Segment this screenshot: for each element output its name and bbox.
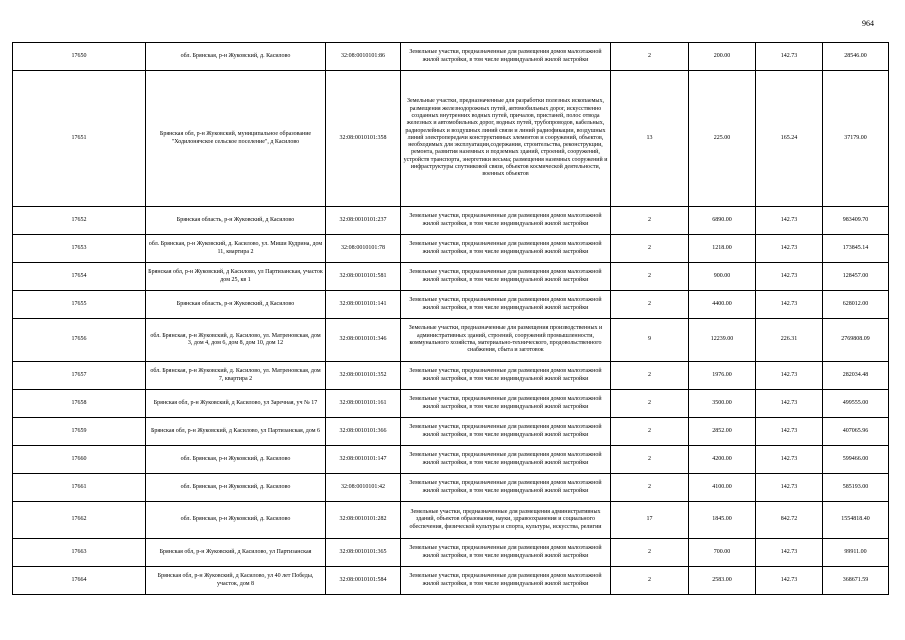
row-specific-value: 142.73 [756,390,823,418]
row-group-code: 2 [611,567,689,595]
row-land-purpose: Земельные участки, предназначенные для размещения производственных и административных зданий, строений, сооружений промышленности, коммунального хозяйства, материально-технического, продовольственного снабжения, сбыта и заготовок [401,319,611,362]
table-row [13,418,889,446]
row-number: 17659 [13,418,146,446]
row-land-purpose: Земельные участки, предназначенные для размещения домов малоэтажной жилой застройки, в том числе индивидуальной жилой застройки [401,235,611,263]
row-address: обл. Брянская, р-н Жуковский, д. Касилово [146,474,326,502]
row-cadastral-value: 173845.14 [823,235,889,263]
row-land-purpose: Земельные участки, предназначенные для размещения домов малоэтажной жилой застройки, в том числе индивидуальной жилой застройки [401,263,611,291]
row-number: 17658 [13,390,146,418]
row-cadastral-number: 32:08:0010101:78 [326,235,401,263]
row-cadastral-number: 32:08:0010101:366 [326,418,401,446]
row-cadastral-number: 32:08:0010101:581 [326,263,401,291]
table-row [13,263,889,291]
row-area: 12239.00 [689,319,756,362]
row-area: 6890.00 [689,207,756,235]
row-group-code: 2 [611,362,689,390]
row-group-code: 9 [611,319,689,362]
row-cadastral-value: 28546.00 [823,43,889,71]
row-address: обл. Брянская, р-н Жуковский, д. Касилово [146,43,326,71]
row-specific-value: 142.73 [756,474,823,502]
row-number: 17651 [13,71,146,207]
row-group-code: 2 [611,539,689,567]
page-number: 964 [862,19,874,28]
row-address: Брянская обл, р-н Жуковский, д Касилово, ул Партизанская, участок дом 25, кв 1 [146,263,326,291]
table-row [13,474,889,502]
row-area: 1218.00 [689,235,756,263]
row-cadastral-number: 32:08:0010101:352 [326,362,401,390]
row-number: 17662 [13,502,146,539]
row-specific-value: 165.24 [756,71,823,207]
row-land-purpose: Земельные участки, предназначенные для разработки полезных ископаемых, размещения железнодорожных путей, автомобильных дорог, искусственно созданных внутренних водных путей, причалов, пристаней, полос отвода железных и автомобильных дорог, водных путей, трубопроводов, кабельных, радиорелейных и воздушных линий связи и линий радиофикации, воздушных линий электропередачи конструктивных элементов и сооружений, объектов, необходимых для эксплуатации,содержания, строительства, реконструкции, ремонта, развития наземных и подземных зданий, строений, сооружений, устройств транспорта, энергетики весьма; размещения наземных сооружений и инфраструктуры спутниковой связи, объектов космической деятельности, военных объектов [401,71,611,207]
row-area: 1976.00 [689,362,756,390]
row-land-purpose: Земельные участки, предназначенные для размещения домов малоэтажной жилой застройки, в том числе индивидуальной жилой застройки [401,362,611,390]
row-cadastral-number: 32:08:0010101:358 [326,71,401,207]
row-cadastral-number: 32:08:0010101:237 [326,207,401,235]
row-number: 17663 [13,539,146,567]
row-group-code: 2 [611,446,689,474]
row-address: Брянская обл, р-н Жуковский, д Касилово, ул Партизанская, дом 6 [146,418,326,446]
row-group-code: 13 [611,71,689,207]
row-group-code: 2 [611,235,689,263]
row-land-purpose: Земельные участки, предназначенные для размещения домов малоэтажной жилой застройки, в том числе индивидуальной жилой застройки [401,567,611,595]
row-number: 17652 [13,207,146,235]
row-cadastral-value: 37179.00 [823,71,889,207]
row-cadastral-number: 32:08:0010101:86 [326,43,401,71]
table-row [13,567,889,595]
row-address: Брянская область, р-н Жуковский, д Касилово [146,291,326,319]
row-cadastral-value: 368671.59 [823,567,889,595]
row-cadastral-value: 128457.00 [823,263,889,291]
row-group-code: 2 [611,390,689,418]
row-address: Брянская обл, р-н Жуковский, д Касилово, ул Партизанская [146,539,326,567]
row-address: Брянская обл, р-н Жуковский, муниципальное образование "Ходилонячское сельское поселение", д Касилово [146,71,326,207]
row-cadastral-number: 32:08:0010101:365 [326,539,401,567]
row-specific-value: 142.73 [756,263,823,291]
row-group-code: 2 [611,291,689,319]
row-number: 17656 [13,319,146,362]
row-land-purpose: Земельные участки, предназначенные для размещения домов малоэтажной жилой застройки, в том числе индивидуальной жилой застройки [401,291,611,319]
row-group-code: 2 [611,207,689,235]
table-row [13,390,889,418]
row-cadastral-value: 2769808.09 [823,319,889,362]
row-cadastral-number: 32:08:0010101:282 [326,502,401,539]
row-area: 4200.00 [689,446,756,474]
table-row [13,235,889,263]
table-row [13,319,889,362]
row-group-code: 2 [611,474,689,502]
row-cadastral-value: 599466.00 [823,446,889,474]
row-number: 17664 [13,567,146,595]
row-specific-value: 842.72 [756,502,823,539]
row-area: 4100.00 [689,474,756,502]
row-cadastral-value: 1554818.40 [823,502,889,539]
row-specific-value: 142.73 [756,235,823,263]
row-address: обл. Брянская, р-н Жуковский, д. Касилово, ул. Миши Кудрина, дом 11, квартира 2 [146,235,326,263]
row-area: 3500.00 [689,390,756,418]
row-land-purpose: Земельные участки, предназначенные для размещения административных зданий, объектов образования, науки, здравоохранения и социального обеспечения, физической культуры и спорта, культуры, искусства, религии [401,502,611,539]
table-row [13,446,889,474]
row-cadastral-value: 585193.00 [823,474,889,502]
row-area: 1845.00 [689,502,756,539]
row-number: 17655 [13,291,146,319]
row-cadastral-value: 983409.70 [823,207,889,235]
row-cadastral-number: 32:08:0010101:141 [326,291,401,319]
row-specific-value: 142.73 [756,43,823,71]
row-cadastral-value: 282034.48 [823,362,889,390]
row-cadastral-value: 99911.00 [823,539,889,567]
row-area: 700.00 [689,539,756,567]
row-number: 17654 [13,263,146,291]
row-number: 17660 [13,446,146,474]
row-specific-value: 142.73 [756,567,823,595]
row-address: обл. Брянская, р-н Жуковский, д. Касилово, ул. Матреновская, дом 7, квартира 2 [146,362,326,390]
row-cadastral-number: 32:08:0010101:346 [326,319,401,362]
table-row [13,362,889,390]
row-cadastral-value: 499555.00 [823,390,889,418]
row-area: 225.00 [689,71,756,207]
row-area: 4400.00 [689,291,756,319]
row-area: 900.00 [689,263,756,291]
row-group-code: 17 [611,502,689,539]
row-land-purpose: Земельные участки, предназначенные для размещения домов малоэтажной жилой застройки, в том числе индивидуальной жилой застройки [401,43,611,71]
row-land-purpose: Земельные участки, предназначенные для размещения домов малоэтажной жилой застройки, в том числе индивидуальной жилой застройки [401,474,611,502]
row-area: 2852.00 [689,418,756,446]
row-number: 17661 [13,474,146,502]
row-cadastral-value: 628012.00 [823,291,889,319]
row-land-purpose: Земельные участки, предназначенные для размещения домов малоэтажной жилой застройки, в том числе индивидуальной жилой застройки [401,418,611,446]
row-address: Брянская обл, р-н Жуковский, д Касилово, ул 40 лет Победы, участок, дом 8 [146,567,326,595]
land-registry-table [12,42,889,595]
row-specific-value: 142.73 [756,446,823,474]
row-cadastral-value: 407065.96 [823,418,889,446]
row-address: обл. Брянская, р-н Жуковский, д. Касилово [146,446,326,474]
row-number: 17657 [13,362,146,390]
row-address: обл. Брянская, р-н Жуковский, д. Касилово, ул. Матреновская, дом 3, дом 4, дом 6, дом 8, дом 10, дом 12 [146,319,326,362]
row-specific-value: 142.73 [756,539,823,567]
row-address: Брянская обл, р-н Жуковский, д Касилово, ул Заречная, уч № 17 [146,390,326,418]
row-land-purpose: Земельные участки, предназначенные для размещения домов малоэтажной жилой застройки, в том числе индивидуальной жилой застройки [401,207,611,235]
table-row [13,43,889,71]
row-group-code: 2 [611,418,689,446]
row-specific-value: 142.73 [756,418,823,446]
row-specific-value: 142.73 [756,207,823,235]
table-row [13,207,889,235]
row-number: 17653 [13,235,146,263]
row-area: 200.00 [689,43,756,71]
row-cadastral-number: 32:08:0010101:42 [326,474,401,502]
row-number: 17650 [13,43,146,71]
row-specific-value: 142.73 [756,362,823,390]
row-cadastral-number: 32:08:0010101:147 [326,446,401,474]
table-row [13,291,889,319]
table-row [13,539,889,567]
row-specific-value: 142.73 [756,291,823,319]
table-row [13,71,889,207]
row-group-code: 2 [611,263,689,291]
row-specific-value: 226.31 [756,319,823,362]
table-row [13,502,889,539]
row-group-code: 2 [611,43,689,71]
row-address: Брянская область, р-н Жуковский, д Касилово [146,207,326,235]
row-cadastral-number: 32:08:0010101:584 [326,567,401,595]
row-area: 2583.00 [689,567,756,595]
row-cadastral-number: 32:08:0010101:161 [326,390,401,418]
row-land-purpose: Земельные участки, предназначенные для размещения домов малоэтажной жилой застройки, в том числе индивидуальной жилой застройки [401,446,611,474]
row-land-purpose: Земельные участки, предназначенные для размещения домов малоэтажной жилой застройки, в том числе индивидуальной жилой застройки [401,390,611,418]
row-address: обл. Брянская, р-н Жуковский, д. Касилово [146,502,326,539]
row-land-purpose: Земельные участки, предназначенные для размещения домов малоэтажной жилой застройки, в том числе индивидуальной жилой застройки [401,539,611,567]
